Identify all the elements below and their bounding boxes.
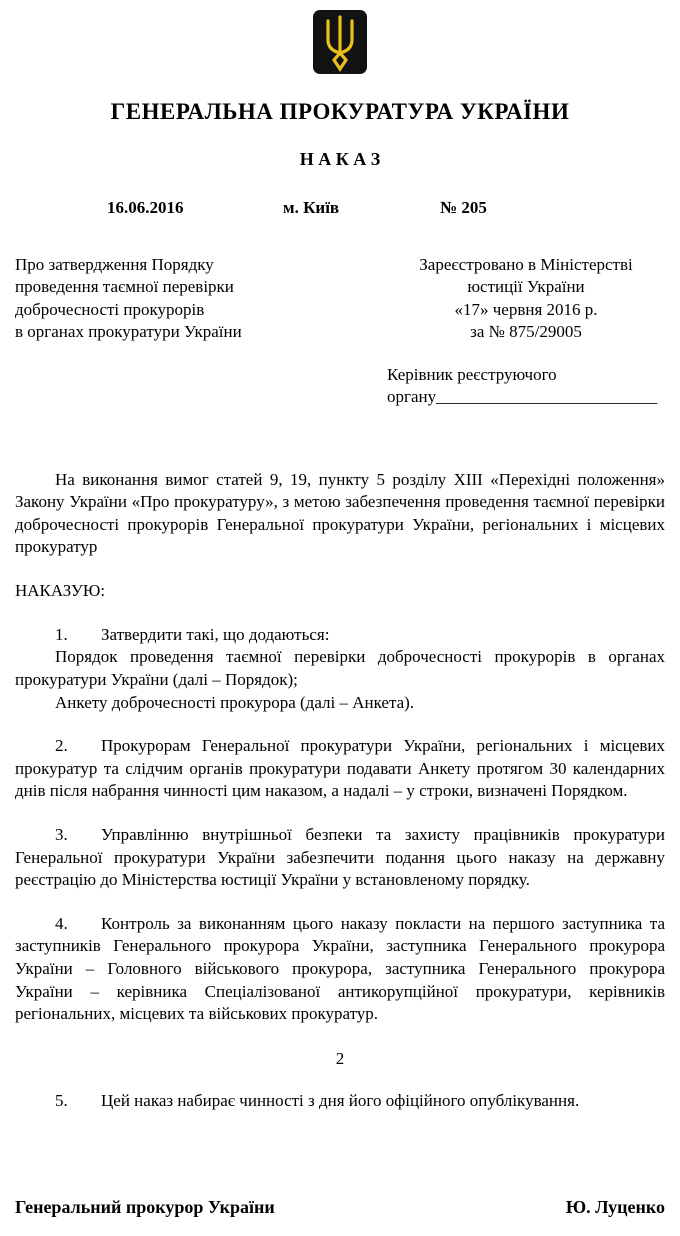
item-text: Цей наказ набирає чинності з дня його офіційного опублікування. [101,1091,580,1111]
registration-block [387,254,665,409]
item-text: Прокурорам Генеральної прокуратури України, регіональних і місцевих прокуратур та слідчим органів прокуратури подавати Анкету протягом 30 календарних днів після набрання чинності цим наказом, а надалі – у строки, визначені Порядком. [15,736,665,801]
spacer [15,892,665,913]
signer-name: Ю. Луценко [565,1197,665,1218]
spacer [15,714,665,735]
ukraine-trident-icon [313,10,367,74]
document-body [15,469,665,1113]
document-city: м. Київ [283,198,340,217]
subject-line: в органах прокуратури України [15,322,242,342]
registrar-signature-block [387,364,665,409]
order-item-2 [15,735,665,803]
order-item-1-attachment-2: Анкету доброчесності прокурора (далі – Анкета). [55,692,415,712]
registration-line: Зареєстровано в Міністерстві [419,255,633,274]
registrar-line: Керівник реєструючого [387,364,557,384]
order-item-5 [15,1090,665,1113]
signer-title: Генеральний прокурор України [15,1197,275,1218]
spacer [15,559,665,580]
document-date: 16.06.2016 [107,198,184,217]
registration-stamp [387,254,665,344]
item-number: 2. [55,736,68,756]
item-number: 1. [55,624,68,644]
subject-line: Про затвердження Порядку [15,255,214,274]
order-item-3 [15,824,665,892]
document-type-heading: Н А К А З [299,149,381,169]
registration-line: за № 875/29005 [470,322,582,342]
item-text: Затвердити такі, що додаються: [101,624,330,644]
item-number: 5. [55,1091,68,1111]
spacer [15,603,665,624]
date-city-number-row [15,198,665,220]
registration-line: юстиції України [467,277,585,297]
item-text: Управлінню внутрішньої безпеки та захисту працівників прокуратури Генеральної прокуратури України забезпечити подання цього наказу на державну реєстрацію до Міністерства юстиції України у встановленому порядку. [15,824,665,890]
order-item-4 [15,913,665,1026]
spacer [15,803,665,824]
subject-line: доброчесності прокурорів [15,299,205,319]
page-number: 2 [335,1048,345,1068]
order-word: НАКАЗУЮ: [15,581,106,601]
item-number: 3. [55,824,68,844]
signature-footer [15,1197,665,1236]
registration-line: «17» червня 2016 р. [454,299,598,319]
emblem-container [15,10,665,79]
order-item-1-attachment-1: Порядок проведення таємної перевірки доброчесності прокурорів в органах прокуратури України (далі – Порядок); [15,647,665,689]
item-number: 4. [55,913,68,933]
subject-line: проведення таємної перевірки [15,277,234,297]
item-text: Контроль за виконанням цього наказу покласти на першого заступника та заступників Генерального прокурора України, заступника Генерального прокурора України – Головного військового прокурора, заступника Генерального прокурора України – керівника Спеціалізованої антикорупційної прокуратури, керівників регіональних, місцевих та військових прокуратур. [15,913,665,1024]
document-number: № 205 [440,198,487,217]
registrar-signature-line: органу__________________________ [387,387,658,407]
order-item-1 [15,624,665,647]
subject-registration-row [15,254,665,409]
subject-block [15,254,355,409]
preamble-paragraph: На виконання вимог статей 9, 19, пункту 5 розділу XIII «Перехідні положення» Закону України «Про прокуратуру», з метою забезпечення проведення таємної перевірки доброчесності прокурорів Генеральної прокуратури України, регіональних і місцевих прокуратур [15,469,665,557]
organization-title: ГЕНЕРАЛЬНА ПРОКУРАТУРА УКРАЇНИ [110,99,570,124]
